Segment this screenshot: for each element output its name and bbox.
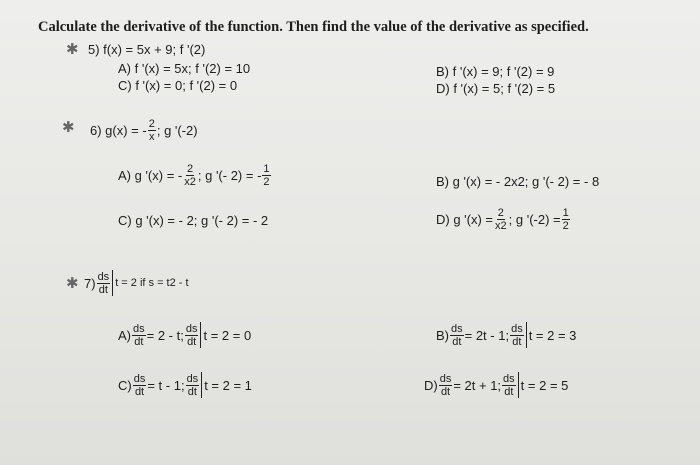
q7-d-tail: t = 2 = 5: [520, 377, 569, 393]
q7-c-tail: t = 2 = 1: [204, 377, 252, 393]
q7-d-fraction-2: [502, 373, 516, 398]
denominator: dt: [134, 385, 145, 398]
q7-c-fraction: [133, 373, 147, 398]
q6-stem: [90, 118, 198, 143]
q6-option-d[interactable]: [436, 207, 571, 232]
numerator: ds: [451, 322, 463, 335]
q7-option-c[interactable]: [118, 372, 252, 398]
q7-a-fraction-2: [185, 323, 199, 348]
denominator: x2: [184, 176, 196, 188]
evaluation-bar: [112, 270, 113, 296]
denominator: 2: [263, 176, 270, 188]
denominator: 2: [562, 220, 569, 232]
q6-option-a[interactable]: [118, 163, 272, 188]
q7-ds-dt-fraction: [97, 271, 111, 296]
q6-a-fraction-2: [262, 163, 270, 188]
q7-b-middle: = 2t - 1;: [464, 327, 510, 343]
q7-c-lead: C): [118, 377, 132, 393]
q7-option-d[interactable]: [424, 372, 568, 398]
denominator: dt: [187, 385, 197, 398]
q7-c-fraction-2: [186, 373, 200, 398]
q5-option-b[interactable]: B) f '(x) = 9; f '(2) = 9: [436, 64, 555, 79]
q7-b-fraction: [450, 323, 464, 348]
q7-c-middle: = t - 1;: [147, 377, 185, 393]
q7-d-middle: = 2t + 1;: [453, 377, 502, 393]
q6-a-fraction: [183, 163, 197, 188]
instructions-title: Calculate the derivative of the function. Then find the value of the derivative as specified.: [38, 19, 589, 35]
denominator: x: [149, 131, 155, 143]
numerator: ds: [503, 372, 515, 385]
numerator: ds: [133, 372, 146, 385]
denominator: dt: [187, 335, 197, 348]
q7-a-tail: t = 2 = 0: [203, 327, 252, 343]
q5-option-a[interactable]: A) f '(x) = 5x; f '(2) = 10: [118, 61, 251, 76]
q6-a-middle: ; g '(- 2) = -: [197, 168, 262, 183]
q7-d-lead: D): [424, 377, 438, 393]
q6-stem-fraction: [148, 118, 156, 143]
q7-stem: [84, 270, 189, 296]
q5-stem: 5) f(x) = 5x + 9; f '(2): [88, 42, 206, 57]
numerator: 1: [562, 207, 569, 219]
q7-a-middle: = 2 - t;: [146, 327, 184, 343]
star-mark-icon: ✱: [62, 118, 75, 136]
numerator: ds: [185, 322, 198, 335]
numerator: ds: [439, 372, 452, 385]
denominator: x2: [495, 220, 507, 232]
q7-stem-tail: t = 2 if s = t2 - t: [115, 277, 189, 289]
numerator: 1: [263, 163, 270, 175]
evaluation-bar: [518, 372, 519, 398]
q7-option-a[interactable]: [118, 322, 251, 348]
q6-stem-lead: 6) g(x) = -: [90, 123, 147, 138]
denominator: dt: [98, 283, 108, 296]
q6-option-c[interactable]: C) g '(x) = - 2; g '(- 2) = - 2: [118, 213, 269, 228]
numerator: ds: [97, 270, 110, 283]
q6-d-fraction-2: [562, 207, 570, 232]
star-mark-icon: ✱: [66, 274, 79, 292]
q6-a-lead: A) g '(x) = -: [118, 168, 183, 183]
q7-stem-lead: 7): [84, 275, 96, 291]
q7-b-tail: t = 2 = 3: [528, 327, 577, 343]
q6-stem-tail: ; g '(-2): [156, 123, 198, 138]
q7-d-fraction: [439, 373, 453, 398]
q6-option-b[interactable]: B) g '(x) = - 2x2; g '(- 2) = - 8: [436, 174, 600, 189]
evaluation-bar: [200, 322, 201, 348]
numerator: 2: [148, 118, 155, 130]
evaluation-bar: [201, 372, 202, 398]
evaluation-bar: [526, 322, 527, 348]
q7-option-b[interactable]: [436, 322, 576, 348]
denominator: dt: [440, 385, 451, 398]
numerator: ds: [186, 372, 199, 385]
numerator: 2: [187, 163, 194, 175]
denominator: dt: [504, 385, 514, 398]
q5-option-d[interactable]: D) f '(x) = 5; f '(2) = 5: [436, 81, 556, 96]
q7-a-fraction: [132, 323, 146, 348]
denominator: dt: [452, 335, 462, 348]
denominator: dt: [134, 335, 144, 348]
numerator: ds: [133, 322, 145, 335]
star-mark-icon: ✱: [66, 40, 79, 58]
q7-b-fraction-2: [510, 323, 524, 348]
q5-option-c[interactable]: C) f '(x) = 0; f '(2) = 0: [118, 78, 238, 93]
q7-b-lead: B): [436, 327, 449, 343]
q7-a-lead: A): [118, 327, 131, 343]
numerator: 2: [497, 207, 504, 219]
denominator: dt: [512, 335, 522, 348]
numerator: ds: [511, 322, 523, 335]
q6-d-lead: D) g '(x) =: [436, 212, 494, 227]
q6-d-middle: ; g '(-2) =: [508, 212, 561, 227]
q6-d-fraction: [494, 207, 508, 232]
